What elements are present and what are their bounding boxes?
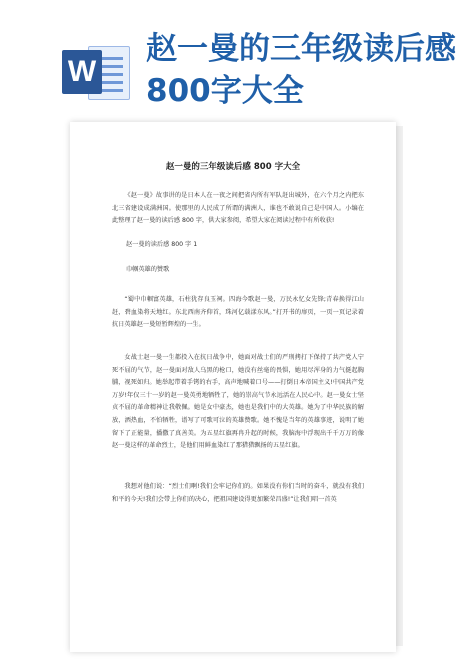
body-paragraph: 我想对他们说：“烈士们啊!我们会牢记你们的。如果没有你们当时的奋斗，就没有我们和平的今天!我们会带上你们的决心，把祖国建设得更加繁荣昌盛!”让我们唱一首英 [112, 483, 364, 503]
body-paragraph: 女战士赵一曼一生都投入在抗日战争中，她面对战士们的严刑拷打下保持了共产党人宁死不屈的气节，赵一曼面对敌人乌黑的枪口，她没有丝毫的畏惧，她用尽浑身的力气挺起胸脯，视死如归。她举起带着手铐的右手，高声地喊着口号——打倒日本帝国主义!中国共产党万岁!年仅三十一岁的赵一曼英勇地牺牲了，她的崇高气节永远活在人民心中。赵一曼女士坚贞不屈的革命精神让我敬佩。她是女中豪杰，她也是我们中的大英雄。她为了中华民族的解放，洒热血，不怕牺牲，谱写了可歌可泣的英雄赞歌。她不愧是当年的英雄事迹，说明了她留下了正能量，播撒了真善美。为五星红旗再冉升起的时候，我脑海中浮现出千千万万的像赵一曼这样的革命烈士，是他们用鲜血染红了那猎猎飘扬的五星红旗。 [112, 354, 364, 450]
banner [0, 0, 474, 118]
banner-title: 赵一曼的三年级读后感800字大全 [146, 31, 456, 109]
section-subtitle: 巾帼英雄的赞歌 [126, 266, 170, 273]
word-logo-badge: W [62, 50, 102, 94]
body-paragraph: “蜀中巾帼富英雄，石柱犹存良玉祠。四海今歌赵一曼，万民永忆女先锋;青春换得江山赶，碧血染将天地红。东北西南齐仰首，珠河亿载漾东风。”打开书的扉页，一页一页记录着抗日英雄赵一曼短暂辉煌的一生。 [112, 296, 364, 329]
intro-paragraph: 《赵一曼》故事讲的是日本人在一夜之间把省内所有军队赶出城外，在六个月之内把东北三省建设成满洲国。使那里的人民成了所谓的满洲人，谁也不敢说自己是中国人。小编在此整理了赵一曼的读后感 800 字，供大家参阅，希望大家在阅读过程中有所收获! [112, 192, 364, 225]
document-page [70, 122, 396, 652]
section-heading: 赵一曼的读后感 800 字 1 [126, 241, 198, 248]
document-title: 赵一曼的三年级读后感 800 字大全 [165, 162, 301, 172]
word-document-icon [62, 42, 128, 102]
